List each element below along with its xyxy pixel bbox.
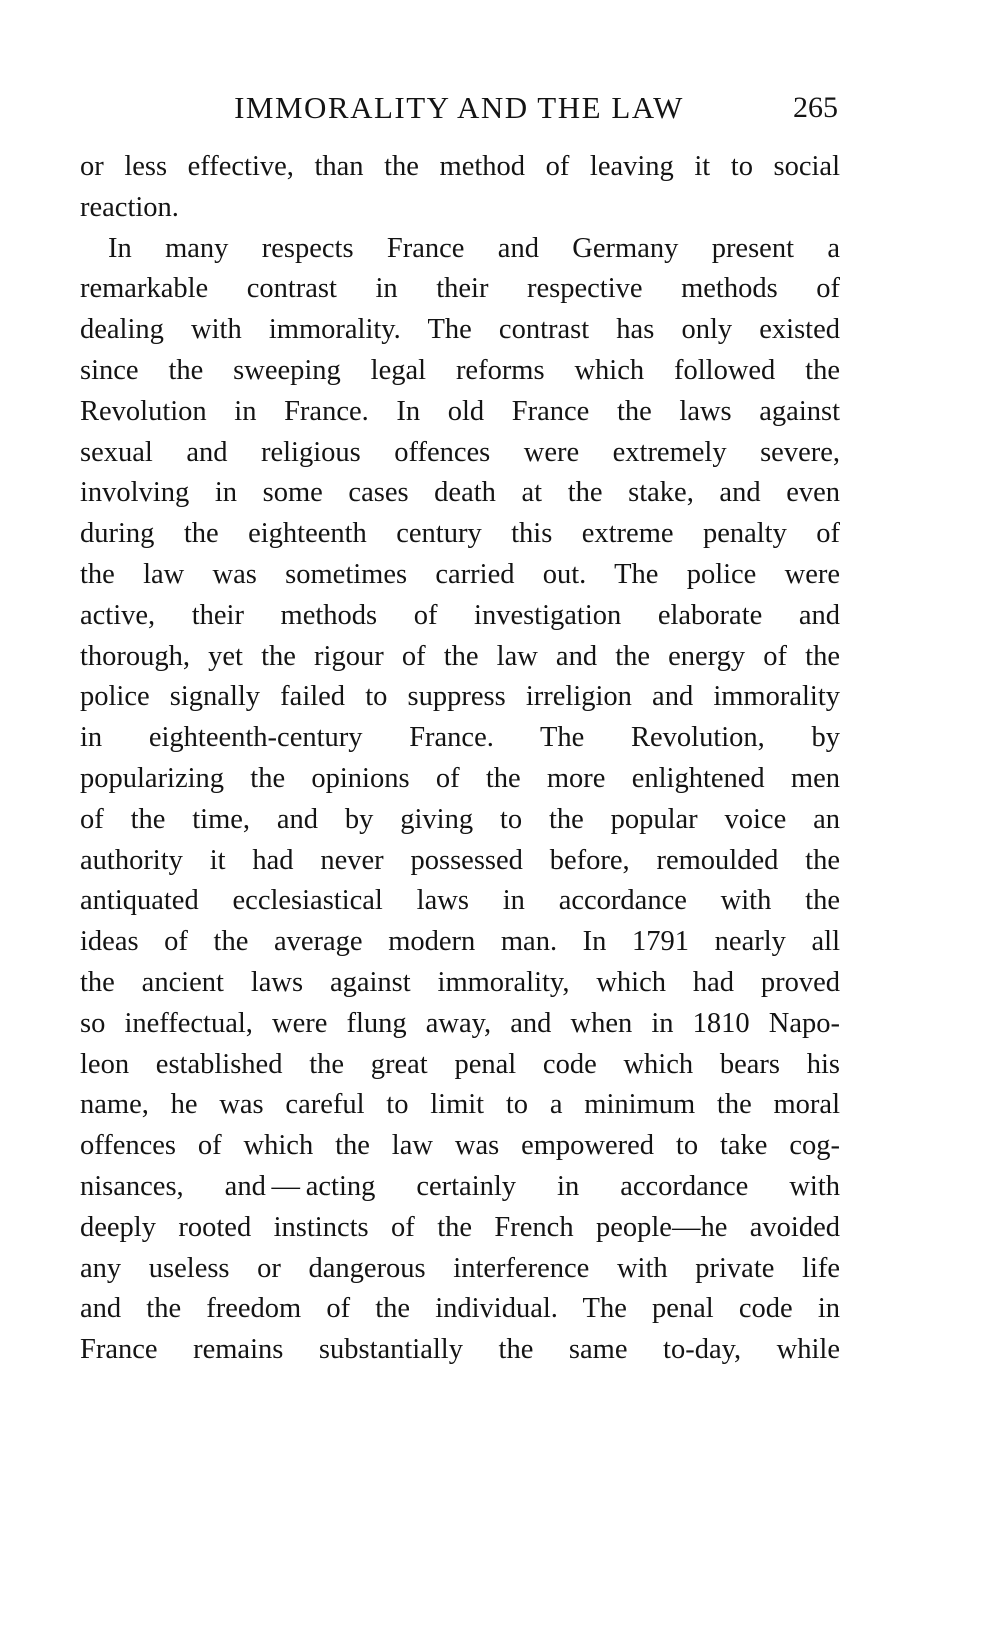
text-line: any useless or dangerous interference with private life: [80, 1252, 840, 1284]
text-line: or less effective, than the method of leaving it to social: [80, 151, 840, 182]
text-line: police signally failed to suppress irreligion and immorality: [80, 681, 840, 713]
text-line: active, their methods of investigation elaborate and: [80, 599, 840, 631]
text-line: France remains substantially the same to-day, while: [80, 1334, 840, 1366]
text-line: ideas of the average modern man. In 1791 nearly all: [80, 926, 840, 958]
text-line: leon established the great penal code which bears his: [80, 1048, 840, 1080]
text-line: deeply rooted instincts of the French people—he avoided: [80, 1211, 840, 1243]
body-text: [80, 147, 840, 1371]
text-line: dealing with immorality. The contrast has only existed: [80, 314, 840, 346]
text-line: since the sweeping legal reforms which followed the: [80, 354, 840, 386]
text-line: antiquated ecclesiastical laws in accordance with the: [80, 885, 840, 917]
text-line: of the time, and by giving to the popular voice an: [80, 803, 840, 835]
text-line: so ineffectual, were flung away, and when in 1810 Napo-: [80, 1007, 840, 1039]
text-line: popularizing the opinions of the more enlightened men: [80, 762, 840, 794]
running-title: IMMORALITY AND THE LAW: [234, 90, 684, 125]
text-line: name, he was careful to limit to a minimum the moral: [80, 1089, 840, 1121]
text-line: the law was sometimes carried out. The police were: [80, 558, 840, 590]
text-line: thorough, yet the rigour of the law and the energy of the: [80, 640, 840, 672]
text-line: authority it had never possessed before, remoulded the: [80, 844, 840, 876]
text-line: Revolution in France. In old France the laws against: [80, 395, 840, 427]
text-line: in eighteenth-century France. The Revolution, by: [80, 722, 840, 754]
text-line: reaction.: [80, 191, 179, 223]
page-number: 265: [793, 91, 838, 124]
text-line: and the freedom of the individual. The penal code in: [80, 1293, 840, 1325]
text-line: during the eighteenth century this extreme penalty of: [80, 518, 840, 550]
text-line: remarkable contrast in their respective methods of: [80, 273, 840, 305]
text-line: In many respects France and Germany present a: [108, 232, 840, 264]
text-line: the ancient laws against immorality, which had proved: [80, 966, 840, 998]
text-line: involving in some cases death at the stake, and even: [80, 477, 840, 509]
text-line: nisances, and — acting certainly in accordance with: [80, 1170, 840, 1202]
running-head: [80, 86, 838, 130]
text-line: sexual and religious offences were extremely severe,: [80, 436, 840, 468]
text-line: offences of which the law was empowered to take cog-: [80, 1130, 840, 1162]
